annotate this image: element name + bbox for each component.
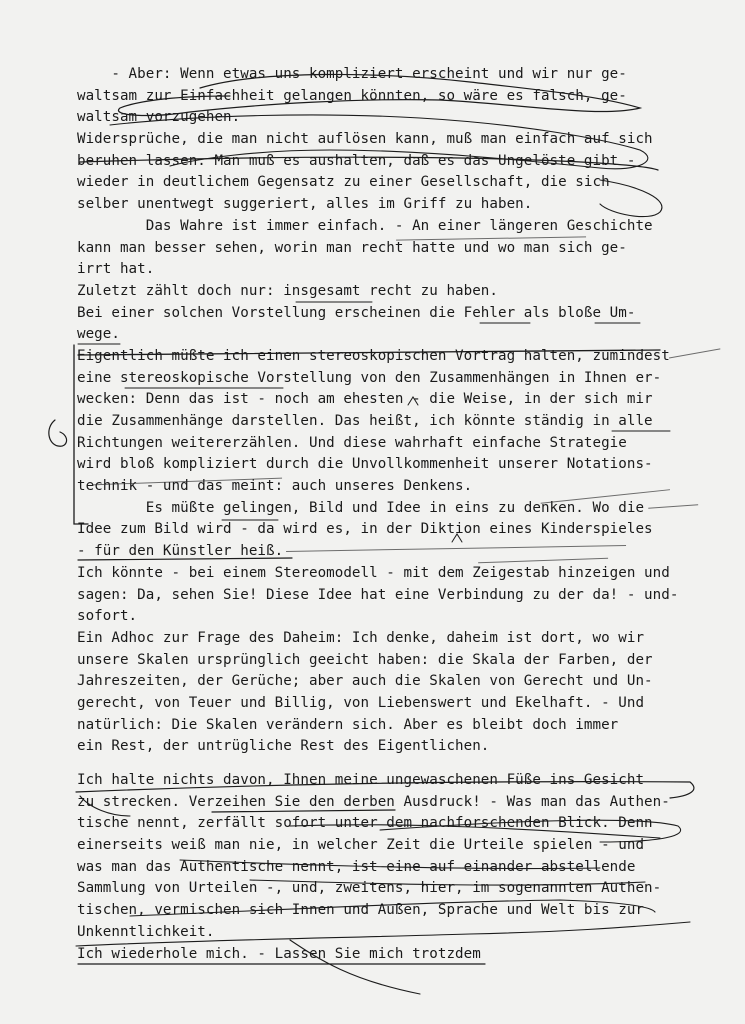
margin-hook [49,420,67,446]
text-line: Idee zum Bild wird - da wird es, in der Diktion eines Kinderspieles [77,521,653,538]
text-line: Zuletzt zählt doch nur: insgesamt recht zu haben. [77,282,498,299]
text-line: waltsam vorzugehen. [77,109,241,126]
text-line: Unkenntlichkeit. [77,923,215,940]
text-line: Bei einer solchen Vorstellung erscheinen die Fehler als bloße Um- [77,304,636,321]
text-line: wird bloß kompliziert durch die Unvollkommenheit unserer Notations- [77,456,653,473]
text-line: Das Wahre ist immer einfach. - An einer längeren Geschichte [77,217,653,234]
text-line: tische nennt, zerfällt sofort unter dem nachforschenden Blick. Denn [77,815,653,832]
text-line: natürlich: Die Skalen verändern sich. Aber es bleibt doch immer [77,716,619,733]
text-line: kann man besser sehen, worin man recht hatte und wo man sich ge- [77,239,627,256]
text-line: Ich wiederhole mich. - Lassen Sie mich trotzdem [77,945,481,962]
text-line: irrt hat. [77,261,155,278]
text-line: Es müßte gelingen, Bild und Idee in eins zu denken. Wo die [77,499,645,516]
text-line: wieder in deutlichem Gegensatz zu einer Gesellschaft, die sich [77,174,610,191]
text-line: beruhen lassen. Man muß es aushalten, daß es das Ungelöste gibt - [77,152,636,169]
text-line: - Aber: Wenn etwas uns kompliziert erscheint und wir nur ge- [77,66,627,82]
text-line: Ich könnte - bei einem Stereomodell - mit dem Zeigestab hinzeigen und [77,564,670,581]
text-line: Eigentlich müßte ich einen stereoskopischen Vortrag halten, zumindest [77,347,670,364]
text-line: tischen, vermischen sich Innen und Außen, Sprache und Welt bis zur [77,902,645,919]
text-line: ein Rest, der untrügliche Rest des Eigentlichen. [77,738,490,755]
text-line: Ein Adhoc zur Frage des Daheim: Ich denke, daheim ist dort, wo wir [77,629,645,646]
text-line: zu strecken. Verzeihen Sie den derben Ausdruck! - Was man das Authen- [77,793,670,810]
text-line: die Zusammenhänge darstellen. Das heißt, ich könnte ständig in alle [77,413,653,429]
text-line: sofort. [77,608,138,625]
text-line: Widersprüche, die man nicht auflösen kann, muß man einfach auf sich [77,131,653,148]
text-line: eine stereoskopische Vorstellung von den Zusammenhängen in Ihnen er- [77,369,662,386]
text-line: selber unentwegt suggeriert, alles im Griff zu haben. [77,196,533,213]
text-line: technik - und das meint: auch unseres Denkens. [77,478,473,495]
paragraph-gap [77,758,717,770]
text-line: was man das Authentische nennt, ist eine auf einander abstellende [77,858,636,875]
text-line: Ich halte nichts davon, Ihnen meine ungewaschenen Füße ins Gesicht [77,772,645,788]
text-line: sagen: Da, sehen Sie! Diese Idee hat eine Verbindung zu der da! - und- [77,586,679,603]
text-line: wecken: Denn das ist - noch am ehesten - die Weise, in der sich mir [77,391,653,408]
text-line: unsere Skalen ursprünglich geeicht haben: die Skala der Farben, der [77,651,653,668]
text-line: gerecht, von Teuer und Billig, von Liebenswert und Ekelhaft. - Und [77,694,645,711]
text-line: Jahreszeiten, der Gerüche; aber auch die Skalen von Gerecht und Un- [77,673,653,690]
text-line: einerseits weiß man nie, in welcher Zeit die Urteile spielen - und [77,837,645,854]
text-line: Sammlung von Urteilen -, und, zweitens, hier, im sogenannten Authen- [77,880,662,897]
typed-text-block [77,64,717,965]
text-line: Richtungen weitererzählen. Und diese wahrhaft einfache Strategie [77,434,627,451]
text-line: wege. [77,326,120,343]
text-line: waltsam zur Einfachheit gelangen könnten, so wäre es falsch, ge- [77,87,627,104]
text-line: - für den Künstler heiß. [77,543,284,560]
